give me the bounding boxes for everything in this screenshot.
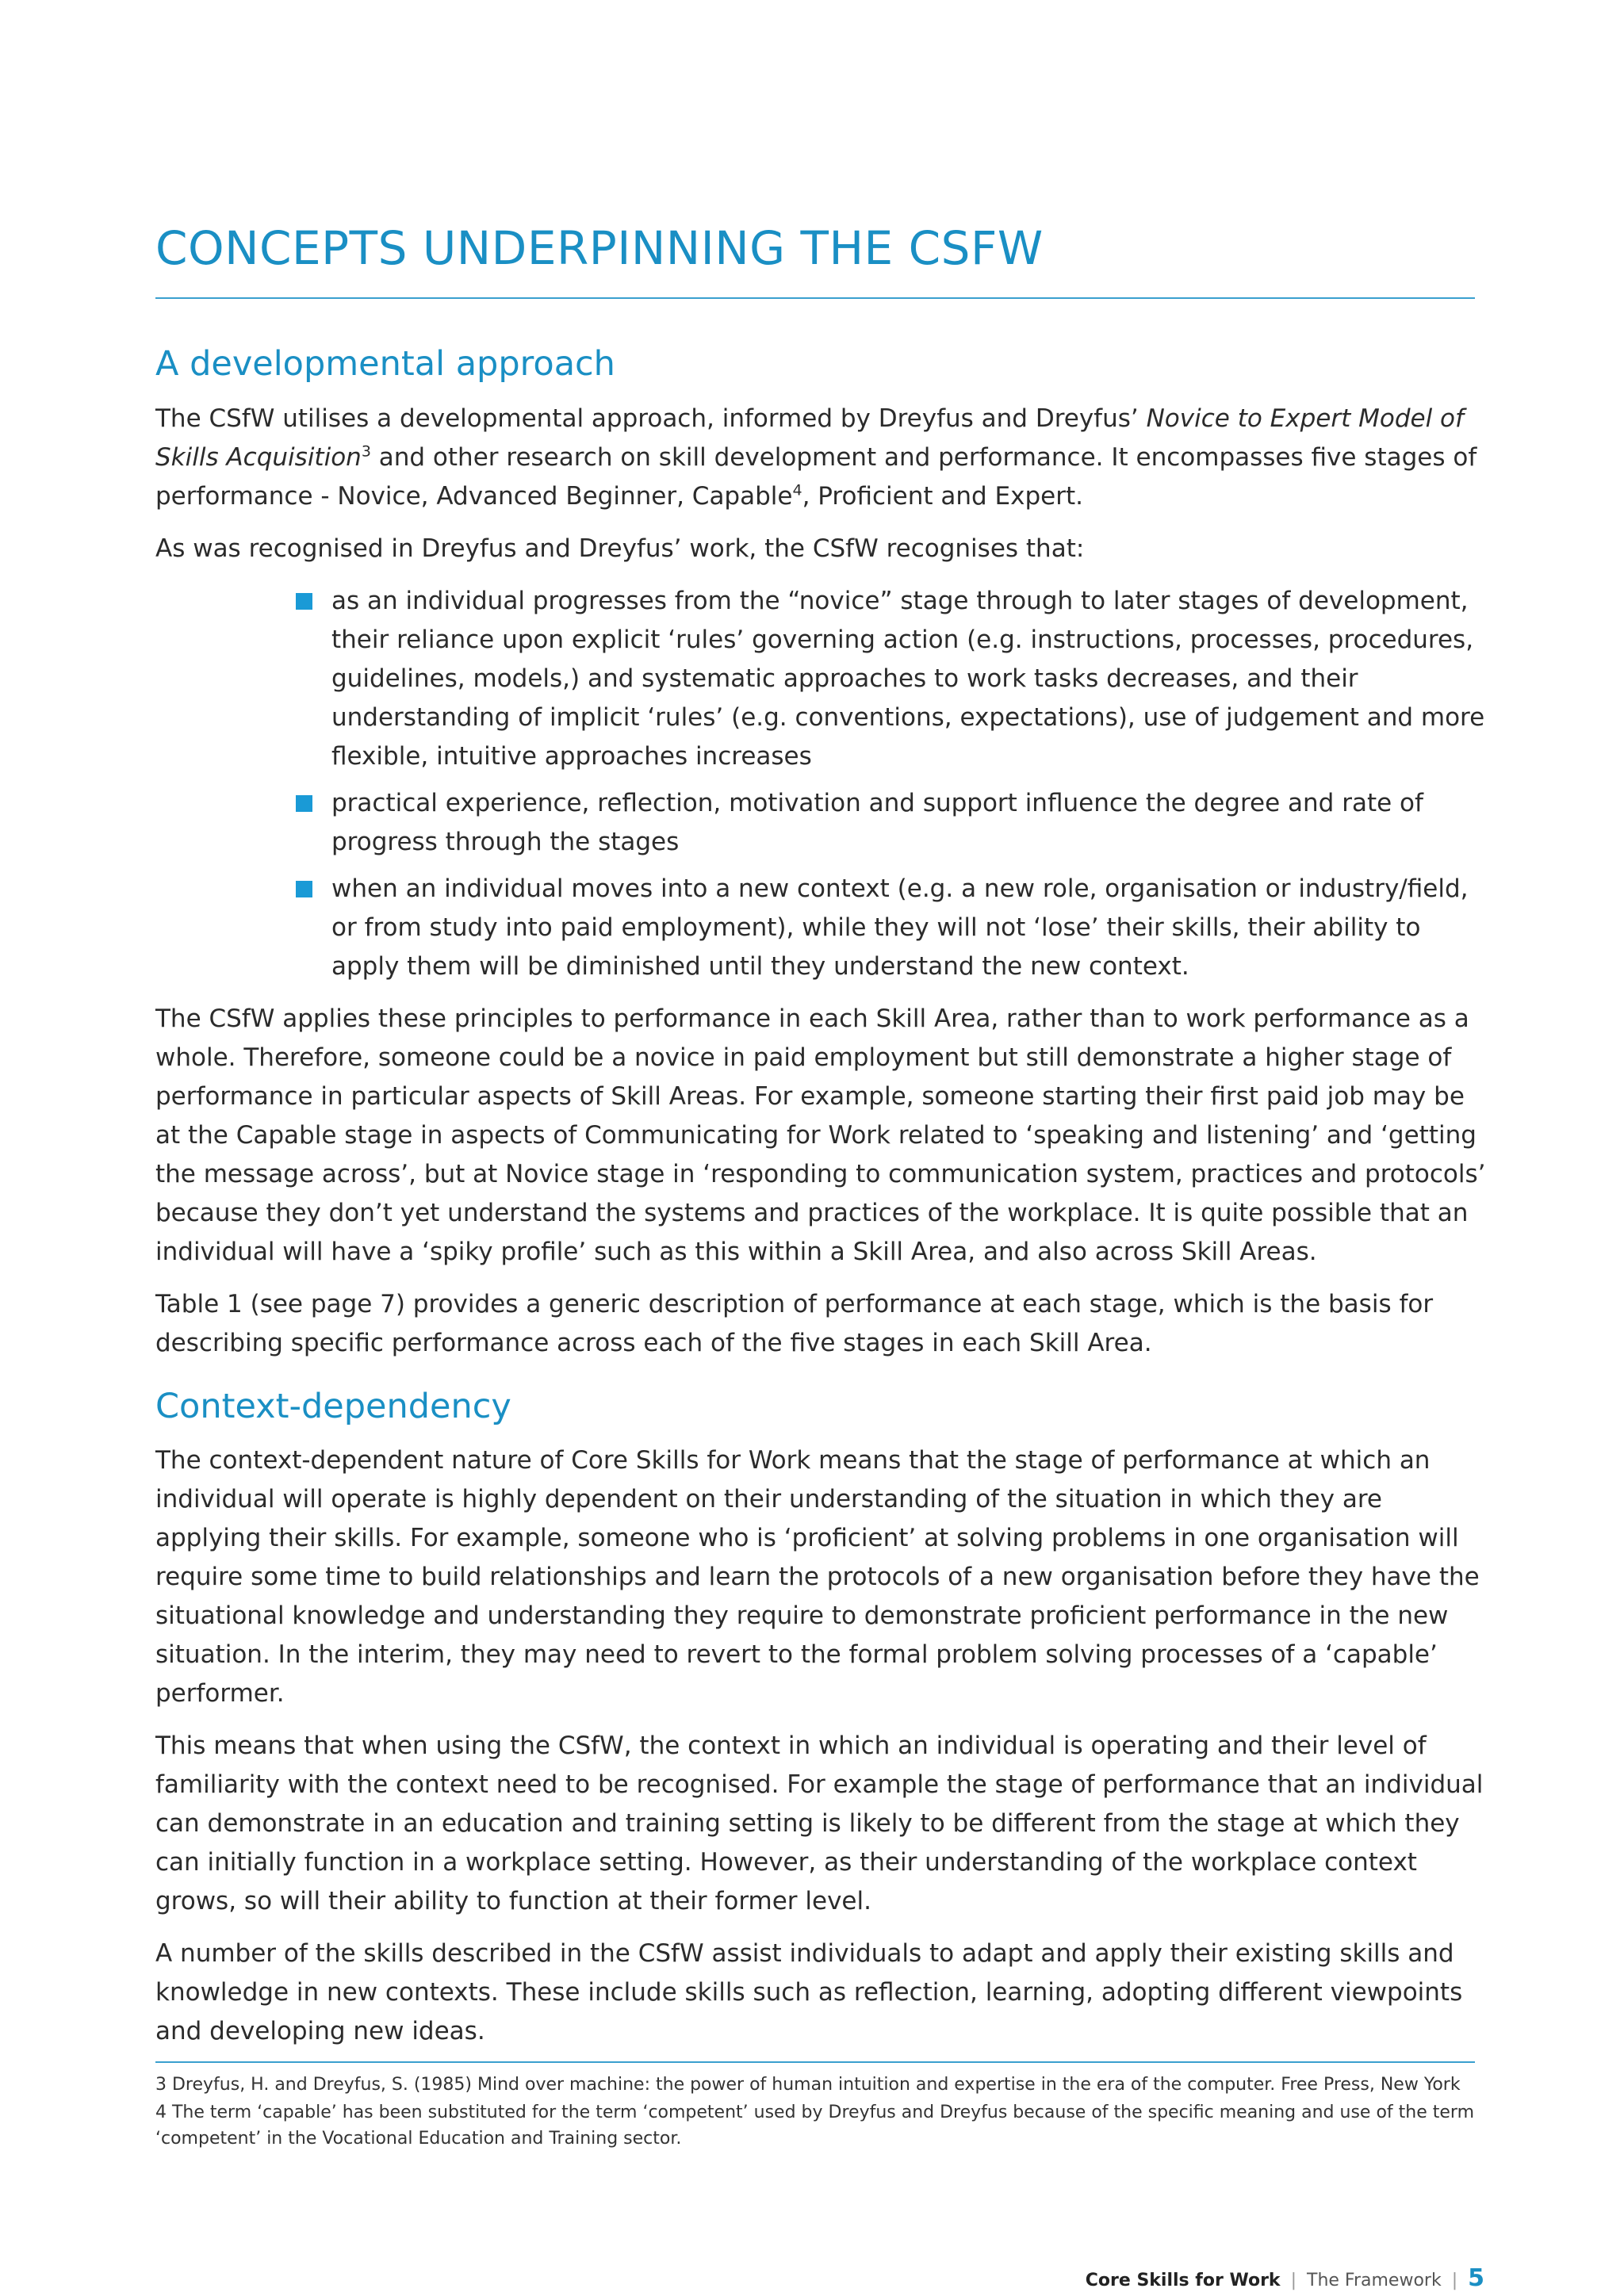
paragraph-principles: The CSfW applies these principles to performance in each Skill Area, rather than to work performance as a whole. Therefore, someone could be a novice in paid employment but still demonstrate a higher stage of performance in particular aspects of Skill Areas. For example, someone starting their first paid job may be at the Capable stage in aspects of Communicating for Work related to ‘speaking and listening’ and ‘getting the message across’, but at Novice stage in ‘responding to communication system, practices and protocols’ because they don’t yet understand the systems and practices of the workplace. It is quite possible that an individual will have a ‘spiky profile’ such as this within a Skill Area, and also across Skill Areas. bbox=[155, 1004, 1486, 1266]
footnote-3: 3 Dreyfus, H. and Dreyfus, S. (1985) Mind over machine: the power of human intuition and expertise in the era of the computer. Free Press, New York bbox=[155, 2075, 1461, 2095]
main-content bbox=[155, 344, 1488, 2064]
footer-separator: | bbox=[1290, 2271, 1297, 2290]
footer-publication: Core Skills for Work bbox=[1085, 2271, 1281, 2290]
text-run: and other research on skill development and performance. It encompasses five stages of performance - Novice, Advanced Beginner, Capable bbox=[155, 442, 1477, 511]
italic-title: Novice to Expert Model of Skills Acquisition bbox=[155, 404, 1464, 472]
paragraph-developmental-intro bbox=[155, 400, 1488, 516]
footnote-ref-4: 4 bbox=[792, 481, 802, 499]
list-item-text: practical experience, reflection, motivation and support influence the degree and rate of progress through the stages bbox=[331, 788, 1423, 856]
footnotes bbox=[155, 2072, 1488, 2153]
paragraph-recognises: As was recognised in Dreyfus and Dreyfus’ work, the CSfW recognises that: bbox=[155, 534, 1085, 563]
footnote-ref-3: 3 bbox=[361, 442, 371, 461]
list-item-text: when an individual moves into a new context (e.g. a new role, organisation or industry/field, or from study into paid employment), while they will not ‘lose’ their skills, their ability to apply them will be diminished until they understand the new context. bbox=[331, 874, 1469, 981]
page-number: 5 bbox=[1468, 2264, 1484, 2292]
paragraph-table-reference: Table 1 (see page 7) provides a generic description of performance at each stage, which is the basis for describing specific performance across each of the five stages in each Skill Area. bbox=[155, 1289, 1434, 1357]
square-bullet-icon bbox=[296, 795, 312, 812]
list-item-text: as an individual progresses from the “novice” stage through to later stages of development, their reliance upon explicit ‘rules’ governing action (e.g. instructions, processes, procedures, guidelines, models,) and systematic approaches to work tasks decreases, and their understanding of implicit ‘rules’ (e.g. conventions, expectations), use of judgement and more flexible, intuitive approaches increases bbox=[331, 586, 1485, 771]
footnote-4: 4 The term ‘capable’ has been substituted for the term ‘competent’ used by Dreyfus and Dreyfus because of the specific meaning and use of the term ‘competent’ in the Vocational Education and Training sector. bbox=[155, 2103, 1474, 2149]
page-footer bbox=[1086, 2264, 1484, 2292]
section-heading-developmental: A developmental approach bbox=[155, 344, 615, 384]
footnote-divider bbox=[155, 2061, 1475, 2063]
paragraph-context-nature: The context-dependent nature of Core Skills for Work means that the stage of performance at which an individual will operate is highly dependent on their understanding of the situation in which they are applying their skills. For example, someone who is ‘proficient’ at solving problems in one organisation will require some time to build relationships and learn the protocols of a new organisation before they have the situational knowledge and understanding they require to demonstrate proficient performance in the new situation. In the interim, they may need to revert to the formal problem solving processes of a ‘capable’ performer. bbox=[155, 1446, 1480, 1709]
paragraph-context-using: This means that when using the CSfW, the context in which an individual is operating and their level of familiarity with the context need to be recognised. For example the stage of performance that an individual can demonstrate in an education and training setting is likely to be different from the stage at which they can initially function in a workplace setting. However, as their understanding of the workplace context grows, so will their ability to function at their former level. bbox=[155, 1732, 1484, 1916]
text-run: The CSfW utilises a developmental approach, informed by Dreyfus and Dreyfus’ bbox=[155, 404, 1147, 433]
bullet-list bbox=[155, 582, 1488, 986]
footer-section: The Framework bbox=[1307, 2271, 1442, 2290]
text-run: , Proficient and Expert. bbox=[802, 481, 1083, 511]
list-item bbox=[296, 582, 1488, 776]
list-item bbox=[296, 784, 1488, 862]
square-bullet-icon bbox=[296, 593, 312, 610]
square-bullet-icon bbox=[296, 881, 312, 897]
title-divider bbox=[155, 297, 1475, 299]
paragraph-context-skills: A number of the skills described in the CSfW assist individuals to adapt and apply their existing skills and knowledge in new contexts. These include skills such as reflection, learning, adopting different viewpoints and developing new ideas. bbox=[155, 1939, 1463, 2046]
footer-separator: | bbox=[1451, 2271, 1458, 2290]
page-title: CONCEPTS UNDERPINNING THE CSFW bbox=[155, 221, 1044, 275]
section-heading-context: Context-dependency bbox=[155, 1386, 511, 1426]
list-item bbox=[296, 870, 1488, 986]
